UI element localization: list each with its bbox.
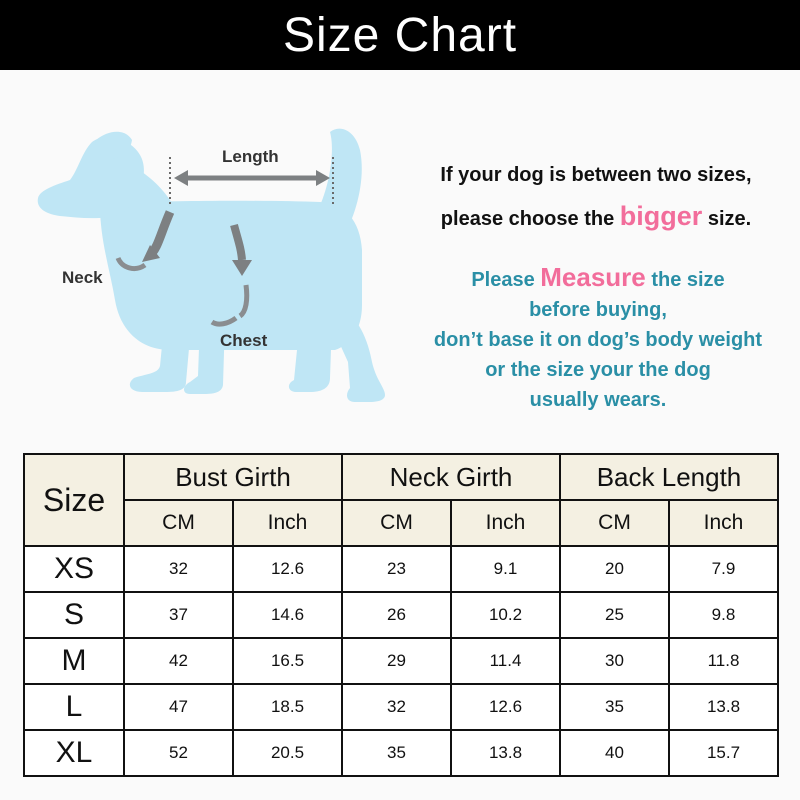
value-cell: 12.6 bbox=[233, 546, 342, 592]
table-row bbox=[24, 546, 778, 592]
value-cell: 11.8 bbox=[669, 638, 778, 684]
length-label: Length bbox=[222, 147, 279, 166]
table-row bbox=[24, 730, 778, 776]
value-cell: 18.5 bbox=[233, 684, 342, 730]
size-column-header: Size bbox=[24, 454, 124, 546]
value-cell: 10.2 bbox=[451, 592, 560, 638]
unit-header: CM bbox=[124, 500, 233, 546]
dog-silhouette-icon bbox=[0, 100, 400, 430]
value-cell: 37 bbox=[124, 592, 233, 638]
value-cell: 42 bbox=[124, 638, 233, 684]
value-cell: 30 bbox=[560, 638, 669, 684]
value-cell: 40 bbox=[560, 730, 669, 776]
unit-header: Inch bbox=[669, 500, 778, 546]
value-cell: 9.8 bbox=[669, 592, 778, 638]
dog-measurement-diagram bbox=[0, 100, 400, 430]
size-advice-line-2 bbox=[400, 196, 792, 240]
value-cell: 20 bbox=[560, 546, 669, 592]
value-cell: 16.5 bbox=[233, 638, 342, 684]
measure-text-end: the size bbox=[645, 269, 725, 291]
size-advice-text: please choose the bbox=[440, 208, 620, 230]
size-cell: S bbox=[24, 592, 124, 638]
measure-line-1 bbox=[398, 262, 798, 295]
size-advice-text-end: size. bbox=[702, 208, 752, 230]
page-title: Size Chart bbox=[0, 0, 800, 70]
value-cell: 11.4 bbox=[451, 638, 560, 684]
unit-header: Inch bbox=[233, 500, 342, 546]
size-table bbox=[23, 453, 779, 777]
value-cell: 23 bbox=[342, 546, 451, 592]
measure-advice-note bbox=[398, 262, 798, 415]
table-row bbox=[24, 592, 778, 638]
unit-header: CM bbox=[342, 500, 451, 546]
measure-line-3: don’t base it on dog’s body weight bbox=[433, 329, 763, 351]
size-cell: M bbox=[24, 638, 124, 684]
value-cell: 47 bbox=[124, 684, 233, 730]
value-cell: 20.5 bbox=[233, 730, 342, 776]
value-cell: 7.9 bbox=[669, 546, 778, 592]
measure-line-4: or the size your the dog bbox=[485, 359, 711, 381]
unit-header: CM bbox=[560, 500, 669, 546]
value-cell: 26 bbox=[342, 592, 451, 638]
table-row bbox=[24, 684, 778, 730]
size-advice-note bbox=[400, 155, 792, 240]
table-row bbox=[24, 638, 778, 684]
chest-label: Chest bbox=[220, 331, 268, 350]
measure-line-5: usually wears. bbox=[529, 389, 667, 411]
value-cell: 32 bbox=[124, 546, 233, 592]
size-cell: XL bbox=[24, 730, 124, 776]
value-cell: 13.8 bbox=[669, 684, 778, 730]
bust-girth-header: Bust Girth bbox=[124, 454, 342, 500]
neck-label: Neck bbox=[62, 268, 103, 287]
measure-text: Please bbox=[471, 269, 541, 291]
value-cell: 35 bbox=[342, 730, 451, 776]
value-cell: 9.1 bbox=[451, 546, 560, 592]
size-cell: XS bbox=[24, 546, 124, 592]
measure-highlight: Measure bbox=[540, 262, 646, 292]
value-cell: 35 bbox=[560, 684, 669, 730]
back-length-header: Back Length bbox=[560, 454, 778, 500]
value-cell: 25 bbox=[560, 592, 669, 638]
size-cell: L bbox=[24, 684, 124, 730]
value-cell: 52 bbox=[124, 730, 233, 776]
value-cell: 14.6 bbox=[233, 592, 342, 638]
size-advice-line-1: If your dog is between two sizes, bbox=[440, 164, 752, 186]
value-cell: 12.6 bbox=[451, 684, 560, 730]
value-cell: 15.7 bbox=[669, 730, 778, 776]
measure-line-2: before buying, bbox=[529, 299, 667, 321]
value-cell: 32 bbox=[342, 684, 451, 730]
neck-girth-header: Neck Girth bbox=[342, 454, 560, 500]
value-cell: 29 bbox=[342, 638, 451, 684]
unit-header: Inch bbox=[451, 500, 560, 546]
bigger-highlight: bigger bbox=[619, 201, 703, 231]
value-cell: 13.8 bbox=[451, 730, 560, 776]
